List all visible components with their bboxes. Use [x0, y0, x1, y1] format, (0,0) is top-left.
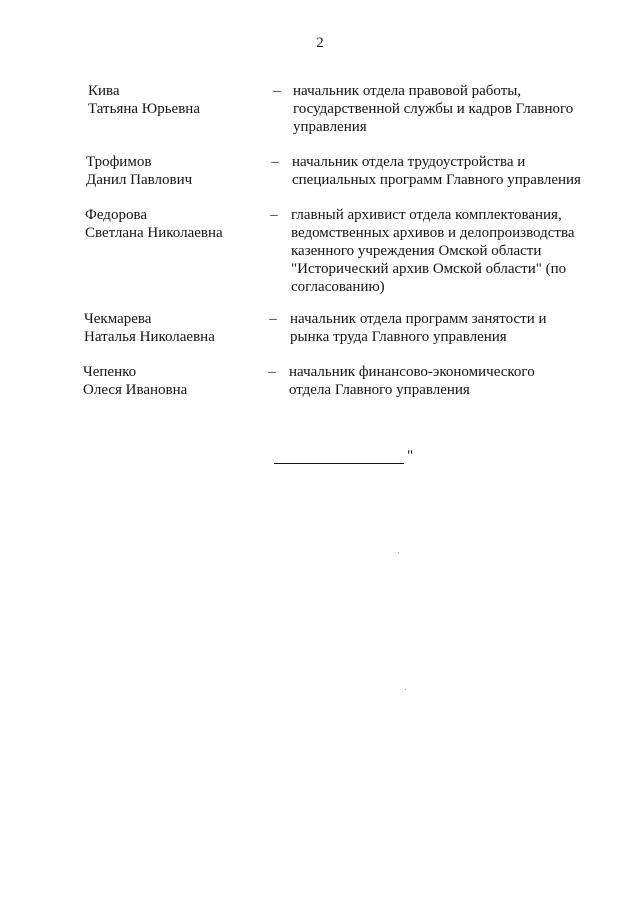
position-line: начальник отдела программ занятости и: [290, 311, 547, 327]
member-position: [292, 153, 602, 189]
position-line: согласованию): [291, 279, 385, 295]
closing-quote: ": [407, 448, 414, 464]
closing-line: [274, 448, 414, 466]
position-line: "Исторический архив Омской области" (по: [291, 261, 567, 277]
member-surname: Чепенко: [83, 364, 137, 380]
member-position: [290, 310, 600, 346]
entry-dash: –: [268, 364, 276, 380]
member-given-names: Данил Павлович: [86, 172, 193, 188]
entry-dash: –: [271, 154, 279, 170]
member-name: [85, 206, 260, 242]
member-name: [88, 82, 263, 118]
member-name: [84, 310, 259, 346]
position-line: государственной службы и кадров Главного: [293, 101, 574, 117]
member-name: [86, 153, 261, 189]
member-surname: Федорова: [85, 207, 147, 223]
scan-speck: [398, 552, 399, 553]
member-name: [83, 363, 258, 399]
position-line: начальник отдела правовой работы,: [293, 83, 522, 99]
entry-dash: –: [273, 83, 281, 99]
position-line: специальных программ Главного управления: [292, 172, 581, 188]
position-line: ведомственных архивов и делопроизводства: [291, 225, 575, 241]
member-surname: Кива: [88, 83, 120, 99]
member-surname: Чекмарева: [84, 311, 152, 327]
entry-dash: –: [270, 207, 278, 223]
scan-speck: [405, 689, 406, 690]
position-line: рынка труда Главного управления: [290, 329, 507, 345]
member-position: [293, 82, 603, 136]
position-line: управления: [293, 119, 367, 135]
position-line: главный архивист отдела комплектования,: [291, 207, 562, 223]
member-surname: Трофимов: [86, 154, 152, 170]
entry-dash: –: [269, 311, 277, 327]
page-number: 2: [316, 35, 324, 51]
member-given-names: Олеся Ивановна: [83, 382, 188, 398]
member-position: [289, 363, 599, 399]
position-line: отдела Главного управления: [289, 382, 470, 398]
member-given-names: Светлана Николаевна: [85, 225, 223, 241]
closing-rule: [274, 463, 404, 464]
position-line: начальник финансово-экономического: [289, 364, 535, 380]
member-given-names: Татьяна Юрьевна: [88, 101, 200, 117]
position-line: казенного учреждения Омской области: [291, 243, 542, 259]
position-line: начальник отдела трудоустройства и: [292, 154, 526, 170]
member-position: [291, 206, 601, 296]
member-given-names: Наталья Николаевна: [84, 329, 215, 345]
